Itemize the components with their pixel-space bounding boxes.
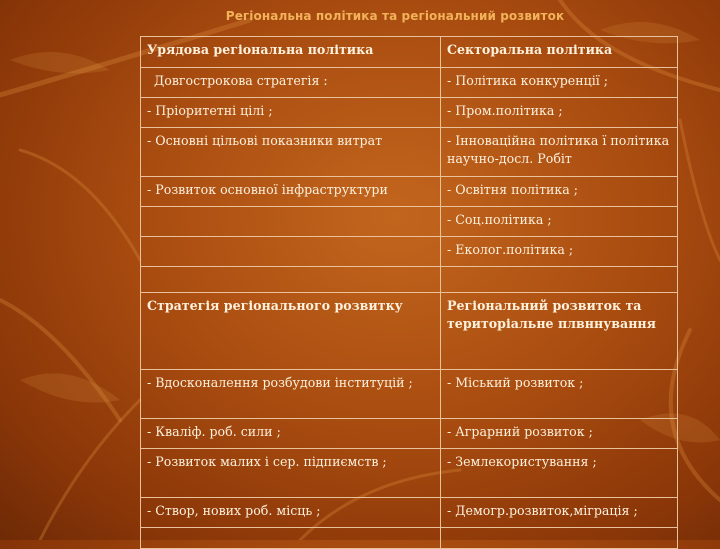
table-row bbox=[141, 419, 678, 449]
policy-table bbox=[140, 36, 678, 549]
table-row bbox=[141, 237, 678, 267]
table-cell bbox=[141, 207, 441, 237]
table-cell: - Демогр.розвиток,міграція ; bbox=[441, 498, 678, 528]
table-cell: - Землекористування ; bbox=[441, 449, 678, 498]
table-cell: - Розвиток основної інфраструктури bbox=[141, 177, 441, 207]
table-header-row bbox=[141, 37, 678, 68]
table-row bbox=[141, 98, 678, 128]
table-cell: - Міський розвиток ; bbox=[441, 370, 678, 419]
subheader-cell: Стратегія регіонального розвитку bbox=[141, 293, 441, 370]
subheader-cell: Регіональний розвиток та територіальне плвннування bbox=[441, 293, 678, 370]
table-cell: - Пріоритетні цілі ; bbox=[141, 98, 441, 128]
table-subheader-row bbox=[141, 293, 678, 370]
table-cell: - Соц.політика ; bbox=[441, 207, 678, 237]
table-cell: - Пром.політика ; bbox=[441, 98, 678, 128]
table-cell bbox=[141, 267, 441, 293]
table-cell: - Освітня політика ; bbox=[441, 177, 678, 207]
table-row bbox=[141, 177, 678, 207]
table-cell: - Кваліф. роб. сили ; bbox=[141, 419, 441, 449]
table-cell: - Створ, нових роб. місць ; bbox=[141, 498, 441, 528]
header-cell: Урядова регіональна політика bbox=[141, 37, 441, 68]
table-cell: - Основні цільові показники витрат bbox=[141, 128, 441, 177]
table-cell: - Еколог.політика ; bbox=[441, 237, 678, 267]
table-cell: - Інноваційна політика ї політика научно-досл. Робіт bbox=[441, 128, 678, 177]
table-row bbox=[141, 498, 678, 528]
table-cell: - Аграрний розвиток ; bbox=[441, 419, 678, 449]
table-cell bbox=[141, 528, 441, 549]
table-row bbox=[141, 68, 678, 98]
table-cell: - Політика конкуренції ; bbox=[441, 68, 678, 98]
table-row bbox=[141, 449, 678, 498]
table-cell: - Розвиток малих і сер. підпиємств ; bbox=[141, 449, 441, 498]
table-cell bbox=[441, 267, 678, 293]
table-cell: - Вдосконалення розбудови інституцій ; bbox=[141, 370, 441, 419]
table-row bbox=[141, 370, 678, 419]
table-cell bbox=[141, 237, 441, 267]
table-row-empty bbox=[141, 528, 678, 549]
table-row bbox=[141, 207, 678, 237]
table-row bbox=[141, 128, 678, 177]
header-cell: Секторальна політика bbox=[441, 37, 678, 68]
table-row-empty bbox=[141, 267, 678, 293]
table-cell: Довгострокова стратегія : bbox=[141, 68, 441, 98]
slide-title: Регіональна політика та регіональний розвиток bbox=[225, 9, 565, 23]
table-cell bbox=[441, 528, 678, 549]
